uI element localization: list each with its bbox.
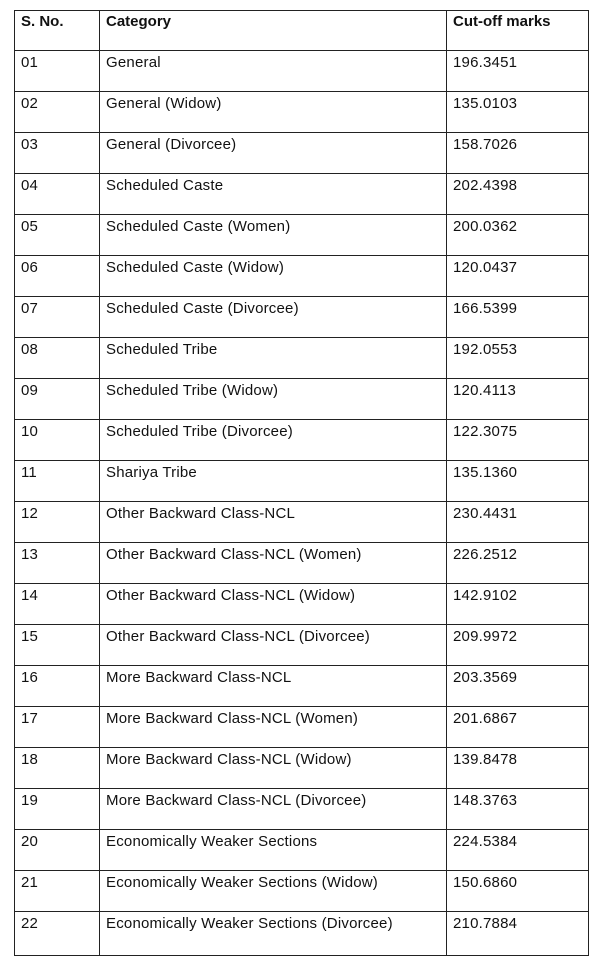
table-row xyxy=(15,625,589,666)
cell-cutoff-marks: 202.4398 xyxy=(447,174,589,215)
cell-serial-number: 07 xyxy=(15,297,100,338)
cell-category: Shariya Tribe xyxy=(100,461,447,502)
table-row xyxy=(15,420,589,461)
table-row xyxy=(15,174,589,215)
cell-cutoff-marks: 148.3763 xyxy=(447,789,589,830)
cell-category: Other Backward Class-NCL (Women) xyxy=(100,543,447,584)
table-row xyxy=(15,707,589,748)
cell-category: Economically Weaker Sections xyxy=(100,830,447,871)
cell-cutoff-marks: 135.1360 xyxy=(447,461,589,502)
cell-cutoff-marks: 230.4431 xyxy=(447,502,589,543)
cell-serial-number: 04 xyxy=(15,174,100,215)
cell-category: Scheduled Caste (Women) xyxy=(100,215,447,256)
table-header-row xyxy=(15,11,589,51)
table-row xyxy=(15,830,589,871)
cell-serial-number: 19 xyxy=(15,789,100,830)
cell-serial-number: 01 xyxy=(15,51,100,92)
table-row xyxy=(15,379,589,420)
cutoff-marks-table xyxy=(14,10,589,956)
cell-cutoff-marks: 200.0362 xyxy=(447,215,589,256)
table-row xyxy=(15,51,589,92)
table-row xyxy=(15,789,589,830)
cell-serial-number: 10 xyxy=(15,420,100,461)
cell-category: Scheduled Tribe xyxy=(100,338,447,379)
table-row xyxy=(15,543,589,584)
cell-serial-number: 20 xyxy=(15,830,100,871)
cell-cutoff-marks: 209.9972 xyxy=(447,625,589,666)
table-row xyxy=(15,584,589,625)
cell-cutoff-marks: 139.8478 xyxy=(447,748,589,789)
cell-cutoff-marks: 210.7884 xyxy=(447,912,589,956)
cell-cutoff-marks: 122.3075 xyxy=(447,420,589,461)
cell-category: Other Backward Class-NCL xyxy=(100,502,447,543)
header-serial-number: S. No. xyxy=(15,11,100,51)
cell-category: More Backward Class-NCL (Women) xyxy=(100,707,447,748)
cell-category: Scheduled Caste (Divorcee) xyxy=(100,297,447,338)
cell-serial-number: 22 xyxy=(15,912,100,956)
table-row xyxy=(15,502,589,543)
table-row xyxy=(15,297,589,338)
cell-category: Scheduled Tribe (Divorcee) xyxy=(100,420,447,461)
cell-cutoff-marks: 226.2512 xyxy=(447,543,589,584)
table-row xyxy=(15,92,589,133)
cell-category: General (Divorcee) xyxy=(100,133,447,174)
table-row xyxy=(15,215,589,256)
header-cutoff-marks: Cut-off marks xyxy=(447,11,589,51)
cell-category: Scheduled Caste xyxy=(100,174,447,215)
cell-category: More Backward Class-NCL (Widow) xyxy=(100,748,447,789)
cell-serial-number: 17 xyxy=(15,707,100,748)
cell-serial-number: 21 xyxy=(15,871,100,912)
cell-cutoff-marks: 166.5399 xyxy=(447,297,589,338)
cell-category: General xyxy=(100,51,447,92)
table-row xyxy=(15,256,589,297)
cell-cutoff-marks: 203.3569 xyxy=(447,666,589,707)
cell-category: Other Backward Class-NCL (Divorcee) xyxy=(100,625,447,666)
table-row xyxy=(15,912,589,956)
cell-category: Scheduled Tribe (Widow) xyxy=(100,379,447,420)
table-row xyxy=(15,133,589,174)
cell-cutoff-marks: 135.0103 xyxy=(447,92,589,133)
cell-cutoff-marks: 196.3451 xyxy=(447,51,589,92)
cell-category: Scheduled Caste (Widow) xyxy=(100,256,447,297)
cell-category: Economically Weaker Sections (Widow) xyxy=(100,871,447,912)
table-row xyxy=(15,871,589,912)
cell-category: More Backward Class-NCL xyxy=(100,666,447,707)
header-category: Category xyxy=(100,11,447,51)
cell-category: More Backward Class-NCL (Divorcee) xyxy=(100,789,447,830)
table-row xyxy=(15,666,589,707)
cell-cutoff-marks: 142.9102 xyxy=(447,584,589,625)
cell-serial-number: 13 xyxy=(15,543,100,584)
cell-serial-number: 02 xyxy=(15,92,100,133)
cell-serial-number: 11 xyxy=(15,461,100,502)
cell-serial-number: 03 xyxy=(15,133,100,174)
cell-serial-number: 15 xyxy=(15,625,100,666)
cell-serial-number: 16 xyxy=(15,666,100,707)
cell-serial-number: 14 xyxy=(15,584,100,625)
cell-cutoff-marks: 158.7026 xyxy=(447,133,589,174)
table-row xyxy=(15,748,589,789)
cell-cutoff-marks: 201.6867 xyxy=(447,707,589,748)
cell-category: General (Widow) xyxy=(100,92,447,133)
cell-serial-number: 08 xyxy=(15,338,100,379)
cell-cutoff-marks: 120.4113 xyxy=(447,379,589,420)
cell-serial-number: 12 xyxy=(15,502,100,543)
cell-category: Other Backward Class-NCL (Widow) xyxy=(100,584,447,625)
table-body xyxy=(15,51,589,956)
table-row xyxy=(15,461,589,502)
table-row xyxy=(15,338,589,379)
cell-category: Economically Weaker Sections (Divorcee) xyxy=(100,912,447,956)
cell-serial-number: 18 xyxy=(15,748,100,789)
cell-cutoff-marks: 224.5384 xyxy=(447,830,589,871)
cell-serial-number: 05 xyxy=(15,215,100,256)
cell-cutoff-marks: 150.6860 xyxy=(447,871,589,912)
cell-serial-number: 06 xyxy=(15,256,100,297)
cell-cutoff-marks: 192.0553 xyxy=(447,338,589,379)
cell-cutoff-marks: 120.0437 xyxy=(447,256,589,297)
cell-serial-number: 09 xyxy=(15,379,100,420)
